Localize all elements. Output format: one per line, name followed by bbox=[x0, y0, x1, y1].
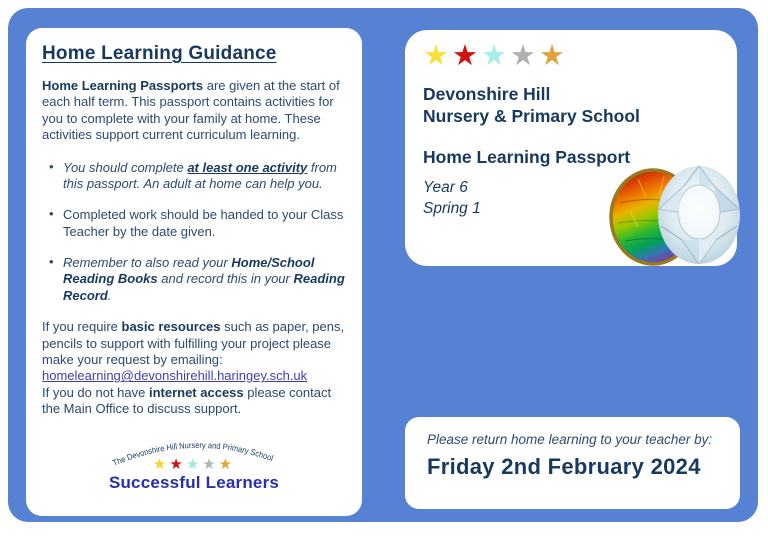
diamond-gem-image bbox=[656, 164, 742, 266]
logo-tagline: Successful Learners bbox=[108, 473, 280, 493]
text-segment: are given at the start of each half term. This passport contains activities for you to complete with your family at home. These activities support current curriculum learning. bbox=[42, 78, 340, 143]
text-segment: and record this in your bbox=[157, 271, 294, 287]
guidance-panel bbox=[26, 28, 362, 516]
text-segment: Reading Record bbox=[63, 271, 345, 303]
text-segment: Remember to also read your bbox=[63, 255, 232, 270]
star-icon: ★ bbox=[539, 40, 568, 72]
svg-text:The Devonshire Hill Nursery an: The Devonshire Hill Nursery and Primary School bbox=[110, 440, 275, 469]
guidance-title: Home Learning Guidance bbox=[42, 43, 277, 64]
text-segment: internet access bbox=[148, 384, 244, 400]
text-segment: Home Learning Passports bbox=[42, 78, 204, 93]
text-segment: . bbox=[107, 287, 112, 303]
due-date: Friday 2nd February 2024 bbox=[427, 454, 701, 479]
year-label: Year 6 bbox=[423, 178, 468, 196]
star-icon: ★ bbox=[185, 456, 203, 474]
text-segment: such as paper, pens, pencils to support with fulfilling your project please make your request by emailing: bbox=[42, 319, 345, 367]
bullet-item bbox=[48, 207, 346, 240]
school-name-line1: Devonshire Hill bbox=[423, 84, 551, 104]
intro-paragraph bbox=[42, 78, 346, 144]
star-icon: ★ bbox=[152, 456, 170, 474]
return-notice: Please return home learning to your teacher by: bbox=[427, 432, 713, 447]
star-icon: ★ bbox=[169, 456, 186, 474]
school-logo bbox=[42, 430, 346, 493]
star-icon: ★ bbox=[218, 456, 236, 474]
return-date-panel bbox=[405, 417, 740, 509]
bullet-item bbox=[48, 160, 346, 193]
text-segment: If you require bbox=[42, 319, 122, 335]
gem-images bbox=[608, 162, 742, 268]
star-icon: ★ bbox=[481, 40, 510, 72]
text-segment: at least one activity bbox=[187, 159, 308, 175]
logo-star-row bbox=[42, 457, 346, 472]
text-segment: please contact the Main Office to discuss support. bbox=[42, 384, 332, 416]
school-name bbox=[423, 83, 719, 128]
email-link[interactable]: homelearning@devonshirehill.haringey.sch.uk bbox=[42, 368, 308, 384]
bullet-item bbox=[48, 255, 346, 304]
rating-star-row bbox=[423, 42, 719, 71]
star-icon: ★ bbox=[452, 40, 481, 72]
star-icon: ★ bbox=[510, 40, 539, 72]
text-segment: Completed work should be handed to your Class Teacher by the date given. bbox=[63, 207, 344, 239]
text-segment: from this passport. An adult at home can help you. bbox=[63, 159, 337, 191]
resources-paragraph bbox=[42, 319, 346, 417]
guidance-bullet-list bbox=[42, 160, 346, 305]
passport-cover-panel bbox=[405, 30, 737, 266]
text-segment: basic resources bbox=[121, 319, 221, 335]
term-label: Spring 1 bbox=[423, 200, 481, 218]
school-name-line2: Nursery & Primary School bbox=[423, 106, 640, 127]
text-segment: If you do not have bbox=[42, 384, 149, 400]
star-icon: ★ bbox=[202, 456, 219, 474]
star-icon: ★ bbox=[423, 40, 452, 72]
text-segment: You should complete bbox=[63, 159, 188, 175]
passport-title: Home Learning Passport bbox=[423, 146, 631, 167]
text-segment: Home/School Reading Books bbox=[63, 255, 315, 287]
